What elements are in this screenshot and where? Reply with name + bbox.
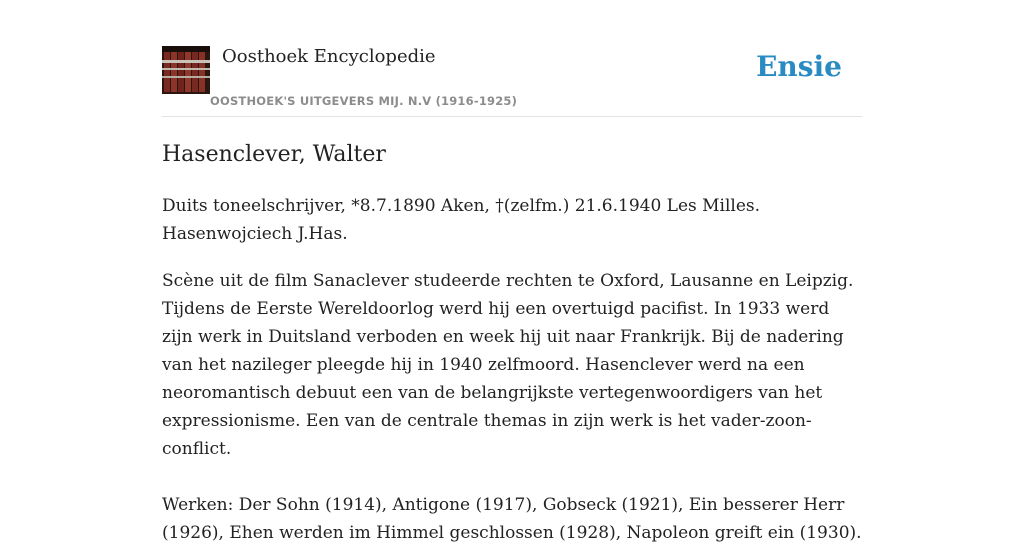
source-name[interactable]: Oosthoek Encyclopedie xyxy=(222,46,436,67)
article-title: Hasenclever, Walter xyxy=(162,142,386,167)
book-spines-icon[interactable] xyxy=(162,46,210,94)
article-paragraph: Scène uit de film Sanaclever studeerde rechten te Oxford, Lausanne en Leipzig. Tijdens de Eerste Wereldoorlog werd hij een overtuigd pacifist. In 1933 werd zijn werk in Duitsland verboden en week hij uit naar Frankrijk. Bij de nadering van het nazileger pleegde hij in 1940 zelfmoord. Hasenclever werd na een neoromantisch debuut een van de belangrijkste vertegenwoordigers van het expressionisme. Een van de centrale themas in zijn werk is het vader-zoon-conflict. xyxy=(162,271,854,459)
article-paragraph: Duits toneelschrijver, *8.7.1890 Aken, †(zelfm.) 21.6.1940 Les Milles. Hasenwojciech J.Has. xyxy=(162,196,761,244)
article-body xyxy=(162,140,862,547)
source-header xyxy=(162,46,862,117)
article-paragraph: Werken: Der Sohn (1914), Antigone (1917), Gobseck (1921), Ein besserer Herr (1926), Ehen werden im Himmel geschlossen (1928), Napoleon greift ein (1930). xyxy=(162,495,862,543)
source-subtitle: OOSTHOEK'S UITGEVERS MIJ. N.V (1916-1925) xyxy=(210,94,518,108)
ensie-logo[interactable]: Ensie xyxy=(756,50,842,83)
